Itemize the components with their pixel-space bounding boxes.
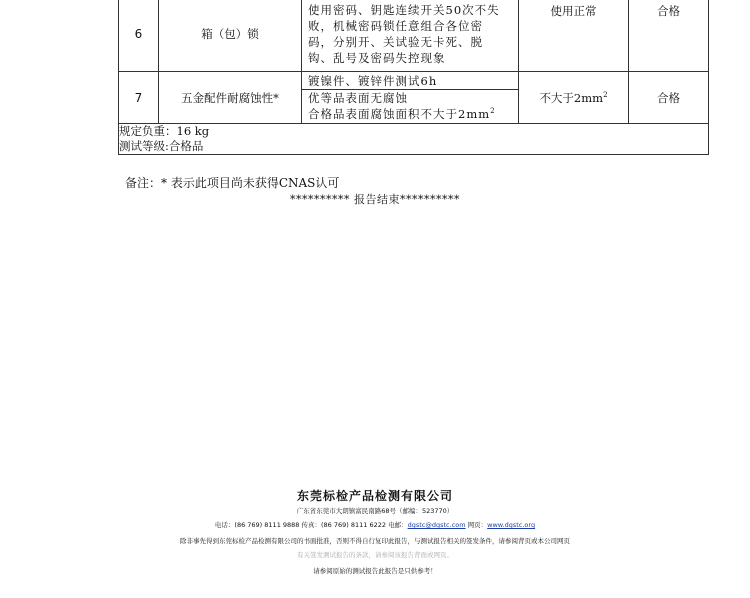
test-requirement — [302, 0, 519, 72]
requirement-line: 优等品表面无腐蚀 — [308, 91, 408, 105]
test-item: 箱（包）锁 — [159, 0, 302, 72]
requirement-subcell — [302, 89, 518, 122]
requirement-line: 码，分别开、关试验无卡死、脱 — [308, 35, 483, 49]
email-link[interactable]: dgstc@dgstc.com — [407, 521, 466, 529]
company-name: 东莞标检产品检测有限公司 — [296, 489, 453, 503]
judgement: 合格 — [629, 72, 709, 124]
requirement-line: 镀镍件、镀锌件测试6h — [308, 74, 438, 88]
contact-line — [0, 520, 750, 529]
requirement-text: 合格品表面腐蚀面积不大于2mm — [308, 107, 491, 121]
row-number: 7 — [119, 72, 159, 124]
requirement-line: 使用密码、钥匙连续开关50次不失 — [308, 3, 500, 17]
test-item: 五金配件耐腐蚀性* — [159, 72, 302, 124]
requirement-line: 败，机械密码锁任意组合各位密 — [308, 19, 483, 33]
superscript: 2 — [490, 107, 496, 116]
faint-watermark-text: 有关签发测试报告的条款，请参阅该报告背面或网页。 — [297, 551, 453, 559]
reference-note: 请参阅原始的测试报告此报告是只供参考！ — [313, 567, 437, 575]
remark-note: 备注：* 表示此项目尚未获得CNAS认可 — [125, 176, 340, 190]
company-address: 广东省东莞市大朗镇富民南路68号（邮编：523770） — [296, 507, 454, 515]
table-row — [119, 0, 709, 72]
judgement: 合格 — [629, 0, 709, 72]
summary-row — [119, 124, 709, 155]
specified-load: 规定负重：16 kg — [119, 124, 210, 138]
row-number: 6 — [119, 0, 159, 72]
phone-fax: 电话：(86 769) 8111 9888 传真：(86 769) 8111 6222 电邮： — [214, 521, 408, 529]
test-requirement — [302, 72, 519, 124]
declaration: 除非事先得到东莞标检产品检测有限公司的书面批准，否则不得自行复印此报告，与测试报告相关的签发条件，请参阅背页或本公司网页 — [180, 537, 570, 545]
test-result — [519, 72, 629, 124]
web-label: 网页： — [465, 521, 488, 529]
result-text: 不大于2mm — [539, 90, 604, 105]
website-link[interactable]: www.dgstc.org — [487, 521, 536, 529]
test-results-table — [118, 0, 709, 155]
table-row — [119, 72, 709, 124]
report-end-marker: ********** 报告结束********** — [290, 193, 460, 206]
superscript: 2 — [603, 90, 608, 99]
test-result: 使用正常 — [519, 0, 629, 72]
requirement-line — [302, 106, 518, 122]
requirement-line: 钩、乱号及密码失控现象 — [308, 51, 446, 65]
test-grade: 测试等级:合格品 — [119, 139, 204, 153]
summary-cell — [119, 124, 709, 155]
